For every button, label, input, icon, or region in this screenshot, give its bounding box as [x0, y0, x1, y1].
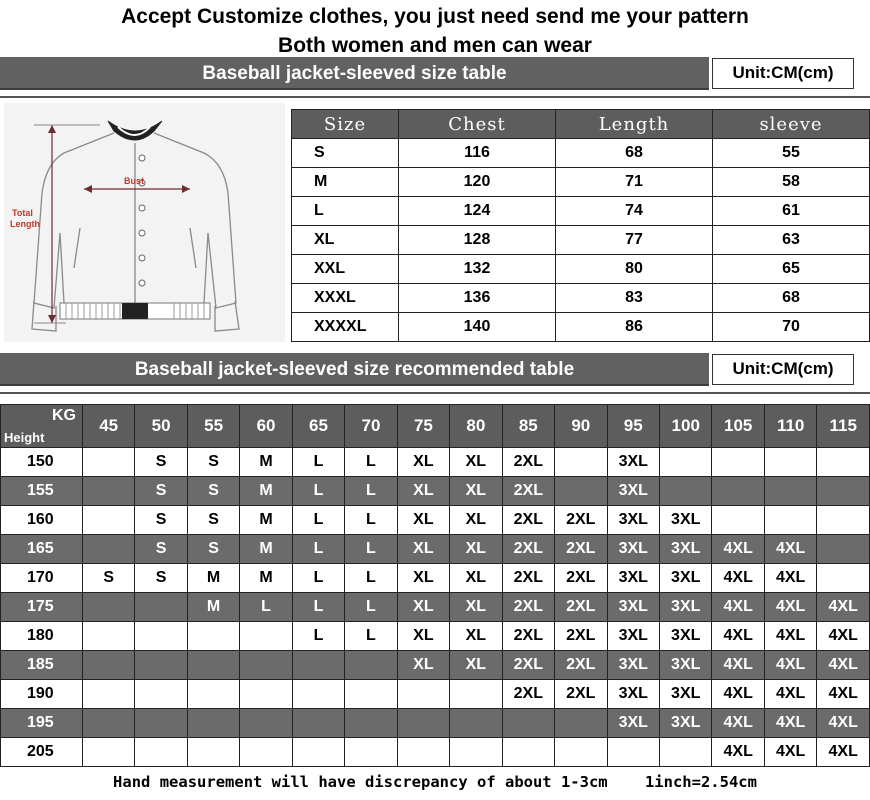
size-recommendation-cell — [817, 564, 870, 593]
size-recommendation-cell — [712, 477, 764, 506]
size-recommendation-cell: 3XL — [607, 535, 659, 564]
size-recommendation-cell — [240, 622, 292, 651]
size-recommendation-cell: 4XL — [764, 535, 816, 564]
measurement-cell: 68 — [713, 284, 870, 313]
size-recommendation-cell — [82, 738, 134, 767]
measurement-cell: 86 — [556, 313, 713, 342]
weight-header: 70 — [345, 405, 397, 448]
size-recommendation-cell: XL — [397, 622, 449, 651]
size-recommendation-cell — [82, 680, 134, 709]
size-recommendation-cell: 2XL — [555, 651, 607, 680]
headline-customize: Accept Customize clothes, you just need send me your pattern — [121, 5, 749, 28]
size-cell: XL — [292, 226, 399, 255]
size-recommendation-cell: 4XL — [817, 593, 870, 622]
weight-header: 90 — [555, 405, 607, 448]
discrepancy-note: Hand measurement will have discrepancy of about 1-3cm — [113, 773, 608, 791]
jacket-diagram — [4, 103, 285, 342]
size-recommendation-cell: 4XL — [712, 680, 764, 709]
height-cell: 190 — [1, 680, 83, 709]
size-recommendation-cell: 2XL — [502, 564, 554, 593]
size-cell: XXXL — [292, 284, 399, 313]
bust-label: Bust — [124, 176, 144, 186]
size-recommendation-cell: S — [187, 535, 239, 564]
size-recommendation-cell: 2XL — [502, 622, 554, 651]
total-length-label-2: Length — [10, 219, 40, 229]
size-recommendation-cell: 3XL — [607, 709, 659, 738]
weight-header: 80 — [450, 405, 502, 448]
size-table-row — [292, 284, 870, 313]
size-recommendation-cell: 4XL — [817, 709, 870, 738]
size-recommendation-cell — [187, 651, 239, 680]
size-recommendation-cell: 3XL — [659, 709, 711, 738]
size-table-row — [292, 313, 870, 342]
size-recommendation-cell: 4XL — [712, 651, 764, 680]
size-recommendation-cell: L — [292, 506, 344, 535]
size-recommendation-cell — [345, 709, 397, 738]
size-recommendation-cell — [502, 738, 554, 767]
size-recommendation-cell — [659, 477, 711, 506]
size-recommendation-cell: XL — [450, 448, 502, 477]
size-recommendation-cell: 2XL — [555, 506, 607, 535]
size-col-header: Length — [556, 110, 713, 139]
size-recommendation-cell: 2XL — [502, 593, 554, 622]
size-recommendation-cell: 4XL — [712, 564, 764, 593]
size-recommendation-cell — [82, 477, 134, 506]
size-recommendation-cell — [712, 506, 764, 535]
size-recommendation-cell: S — [135, 535, 187, 564]
size-recommendation-cell: M — [187, 564, 239, 593]
header-corner — [1, 405, 83, 448]
size-col-header: Size — [292, 110, 399, 139]
size-recommendation-cell: M — [240, 448, 292, 477]
size-table-title-bar — [0, 57, 709, 90]
size-recommendation-cell: S — [135, 506, 187, 535]
recommend-table-row — [1, 622, 870, 651]
size-recommendation-cell: L — [345, 564, 397, 593]
size-recommendation-cell: XL — [450, 506, 502, 535]
size-recommendation-cell — [817, 477, 870, 506]
size-recommendation-cell: XL — [450, 535, 502, 564]
height-cell: 205 — [1, 738, 83, 767]
recommend-table-row — [1, 680, 870, 709]
size-recommendation-cell — [187, 709, 239, 738]
size-recommendation-cell — [240, 680, 292, 709]
measurement-cell: 65 — [713, 255, 870, 284]
height-label: Height — [4, 430, 45, 445]
size-recommendation-cell: 3XL — [607, 593, 659, 622]
size-recommendation-cell: L — [240, 593, 292, 622]
weight-header: 85 — [502, 405, 554, 448]
size-recommendation-cell — [292, 709, 344, 738]
recommend-table-row — [1, 506, 870, 535]
size-recommendation-cell — [292, 651, 344, 680]
size-recommendation-cell — [187, 622, 239, 651]
recommend-table-title: Baseball jacket-sleeved size recommended table — [134, 359, 575, 380]
size-recommendation-cell: 3XL — [607, 564, 659, 593]
size-recommendation-cell — [607, 738, 659, 767]
size-recommendation-cell: 4XL — [764, 564, 816, 593]
recommend-unit-label: Unit:CM(cm) — [712, 354, 854, 385]
size-recommendation-cell: L — [345, 535, 397, 564]
height-cell: 165 — [1, 535, 83, 564]
size-recommendation-cell: M — [240, 477, 292, 506]
size-recommendation-cell: XL — [397, 651, 449, 680]
size-cell: M — [292, 168, 399, 197]
size-recommendation-cell — [764, 448, 816, 477]
size-recommendation-cell: 3XL — [659, 535, 711, 564]
size-table — [291, 109, 870, 342]
size-recommendation-cell — [817, 535, 870, 564]
size-table-row — [292, 226, 870, 255]
size-recommendation-cell: 3XL — [659, 651, 711, 680]
weight-header: 65 — [292, 405, 344, 448]
size-recommendation-cell: M — [240, 506, 292, 535]
inch-conversion: 1inch=2.54cm — [644, 773, 757, 791]
weight-header: 75 — [397, 405, 449, 448]
size-recommendation-cell — [82, 709, 134, 738]
height-cell: 160 — [1, 506, 83, 535]
size-recommendation-cell: 2XL — [502, 651, 554, 680]
size-recommendation-cell: 3XL — [607, 622, 659, 651]
measurement-cell: 140 — [399, 313, 556, 342]
size-recommendation-cell: L — [292, 448, 344, 477]
divider — [0, 392, 870, 394]
size-recommendation-cell: L — [345, 506, 397, 535]
size-recommendation-cell — [135, 709, 187, 738]
size-recommendation-cell — [555, 709, 607, 738]
size-recommendation-cell: XL — [397, 506, 449, 535]
measurement-cell: 116 — [399, 139, 556, 168]
height-cell: 175 — [1, 593, 83, 622]
size-recommendation-cell — [397, 709, 449, 738]
size-recommendation-cell — [450, 709, 502, 738]
measurement-cell: 124 — [399, 197, 556, 226]
size-recommendation-cell — [82, 448, 134, 477]
size-recommendation-cell: 4XL — [764, 709, 816, 738]
size-col-header: sleeve — [713, 110, 870, 139]
size-recommendation-cell: L — [292, 593, 344, 622]
size-recommendation-cell — [764, 477, 816, 506]
recommend-table-row — [1, 535, 870, 564]
size-recommendation-cell: S — [82, 564, 134, 593]
size-table-row — [292, 168, 870, 197]
size-recommendation-cell: 4XL — [764, 738, 816, 767]
size-col-header: Chest — [399, 110, 556, 139]
height-cell: 150 — [1, 448, 83, 477]
size-cell: L — [292, 197, 399, 226]
size-recommendation-cell: 4XL — [712, 593, 764, 622]
size-cell: S — [292, 139, 399, 168]
size-table-body — [292, 139, 870, 342]
size-recommendation-cell: 3XL — [607, 477, 659, 506]
measurement-cell: 61 — [713, 197, 870, 226]
recommend-table-header — [1, 405, 870, 448]
recommend-table-row — [1, 564, 870, 593]
size-recommendation-cell — [82, 506, 134, 535]
size-recommendation-cell — [555, 738, 607, 767]
size-recommendation-cell: 4XL — [712, 535, 764, 564]
measurement-cell: 83 — [556, 284, 713, 313]
weight-header: 50 — [135, 405, 187, 448]
size-recommendation-cell — [555, 448, 607, 477]
weight-header: 105 — [712, 405, 764, 448]
weight-header: 95 — [607, 405, 659, 448]
measurement-cell: 74 — [556, 197, 713, 226]
size-recommendation-cell — [82, 651, 134, 680]
size-recommendation-cell: 2XL — [555, 535, 607, 564]
size-recommendation-cell: 4XL — [764, 680, 816, 709]
size-recommendation-cell — [712, 448, 764, 477]
size-recommendation-cell — [187, 680, 239, 709]
divider — [0, 96, 870, 98]
size-recommendation-cell: M — [240, 535, 292, 564]
headline-unisex: Both women and men can wear — [278, 34, 592, 57]
size-recommendation-cell: XL — [397, 535, 449, 564]
size-table-title: Baseball jacket-sleeved size table — [202, 63, 507, 84]
size-recommendation-cell: XL — [450, 622, 502, 651]
size-recommendation-cell — [187, 738, 239, 767]
weight-header: 45 — [82, 405, 134, 448]
recommend-table-row — [1, 651, 870, 680]
size-recommendation-cell: 2XL — [502, 680, 554, 709]
size-recommendation-cell: 3XL — [659, 593, 711, 622]
height-cell: 170 — [1, 564, 83, 593]
size-recommendation-cell: 4XL — [712, 622, 764, 651]
recommend-table-row — [1, 738, 870, 767]
size-table-header — [292, 110, 870, 139]
size-recommendation-cell: 3XL — [607, 448, 659, 477]
recommend-table-row — [1, 448, 870, 477]
size-recommendation-cell — [292, 738, 344, 767]
size-recommendation-cell: XL — [450, 564, 502, 593]
size-recommendation-cell: XL — [450, 593, 502, 622]
size-recommendation-cell — [345, 651, 397, 680]
jacket-illustration — [4, 103, 285, 342]
size-recommendation-cell: 4XL — [764, 651, 816, 680]
measurement-cell: 136 — [399, 284, 556, 313]
size-recommendation-cell — [345, 738, 397, 767]
size-unit-label: Unit:CM(cm) — [712, 58, 854, 89]
size-recommendation-cell — [450, 680, 502, 709]
size-recommendation-cell: 4XL — [817, 651, 870, 680]
weight-header: 60 — [240, 405, 292, 448]
size-recommendation-cell — [659, 738, 711, 767]
measurement-cell: 77 — [556, 226, 713, 255]
size-recommendation-cell: XL — [397, 448, 449, 477]
size-recommendation-cell — [135, 593, 187, 622]
size-table-row — [292, 139, 870, 168]
size-table-row — [292, 255, 870, 284]
size-recommendation-cell — [397, 680, 449, 709]
size-recommendation-cell: 3XL — [659, 564, 711, 593]
size-recommendation-cell: 4XL — [712, 738, 764, 767]
measurement-cell: 71 — [556, 168, 713, 197]
size-recommendation-cell: 3XL — [607, 506, 659, 535]
size-recommendation-cell — [397, 738, 449, 767]
size-recommendation-cell — [502, 709, 554, 738]
size-recommendation-cell — [817, 506, 870, 535]
size-recommendation-cell: S — [187, 477, 239, 506]
size-recommendation-cell: S — [135, 564, 187, 593]
size-recommendation-cell — [450, 738, 502, 767]
size-recommendation-cell: S — [135, 448, 187, 477]
weight-header: 110 — [764, 405, 816, 448]
size-cell: XXL — [292, 255, 399, 284]
measurement-cell: 80 — [556, 255, 713, 284]
size-recommendation-cell: 2XL — [555, 622, 607, 651]
size-table-row — [292, 197, 870, 226]
size-recommendation-cell — [764, 506, 816, 535]
size-recommendation-cell: 3XL — [659, 680, 711, 709]
size-recommendation-cell: M — [187, 593, 239, 622]
size-recommendation-cell — [135, 680, 187, 709]
recommend-table-title-bar — [0, 353, 709, 386]
measurement-cell: 63 — [713, 226, 870, 255]
height-cell: 155 — [1, 477, 83, 506]
measurement-cell: 55 — [713, 139, 870, 168]
size-recommendation-cell — [555, 477, 607, 506]
size-recommendation-cell — [240, 709, 292, 738]
size-recommendation-cell: 2XL — [555, 680, 607, 709]
size-recommendation-cell: 3XL — [659, 622, 711, 651]
size-recommendation-cell: 3XL — [607, 680, 659, 709]
recommend-table-row — [1, 593, 870, 622]
size-recommendation-cell: 4XL — [764, 593, 816, 622]
size-recommendation-cell: L — [345, 622, 397, 651]
size-recommendation-cell: 4XL — [817, 680, 870, 709]
size-recommendation-cell: 2XL — [502, 448, 554, 477]
size-recommendation-cell: 4XL — [764, 622, 816, 651]
size-cell: XXXXL — [292, 313, 399, 342]
measurement-cell: 128 — [399, 226, 556, 255]
size-recommendation-cell: XL — [397, 564, 449, 593]
size-recommendation-cell: 3XL — [659, 506, 711, 535]
size-recommendation-cell: L — [292, 535, 344, 564]
size-recommendation-cell: S — [187, 448, 239, 477]
size-recommendation-cell — [135, 738, 187, 767]
recommend-table-row — [1, 709, 870, 738]
size-recommendation-cell — [240, 738, 292, 767]
measurement-cell: 132 — [399, 255, 556, 284]
total-length-label-1: Total — [12, 208, 33, 218]
measurement-cell: 120 — [399, 168, 556, 197]
height-cell: 185 — [1, 651, 83, 680]
size-recommendation-cell — [82, 622, 134, 651]
size-recommendation-cell — [817, 448, 870, 477]
footer-note — [0, 771, 870, 793]
measurement-cell: 68 — [556, 139, 713, 168]
size-recommendation-cell: L — [292, 564, 344, 593]
weight-header: 100 — [659, 405, 711, 448]
size-recommendation-cell: 3XL — [607, 651, 659, 680]
size-recommendation-cell: L — [345, 448, 397, 477]
size-recommendation-cell: L — [345, 593, 397, 622]
size-recommendation-cell — [659, 448, 711, 477]
size-recommendation-cell: 2XL — [502, 506, 554, 535]
size-recommendation-cell: 2XL — [555, 593, 607, 622]
recommend-table-body — [1, 448, 870, 767]
size-recommendation-cell: 2XL — [502, 477, 554, 506]
size-recommendation-cell: 4XL — [817, 622, 870, 651]
size-recommendation-cell: XL — [397, 593, 449, 622]
size-recommendation-cell: M — [240, 564, 292, 593]
size-recommendation-cell — [82, 535, 134, 564]
recommend-table-row — [1, 477, 870, 506]
measurement-cell: 58 — [713, 168, 870, 197]
weight-header: 115 — [817, 405, 870, 448]
size-recommendation-cell: L — [292, 477, 344, 506]
recommend-table — [0, 404, 870, 767]
weight-header: 55 — [187, 405, 239, 448]
size-recommendation-cell: XL — [397, 477, 449, 506]
size-recommendation-cell: 2XL — [502, 535, 554, 564]
height-cell: 195 — [1, 709, 83, 738]
size-recommendation-cell: S — [187, 506, 239, 535]
size-recommendation-cell: 2XL — [555, 564, 607, 593]
size-recommendation-cell — [292, 680, 344, 709]
size-recommendation-cell: L — [345, 477, 397, 506]
size-recommendation-cell — [82, 593, 134, 622]
size-recommendation-cell: XL — [450, 651, 502, 680]
size-recommendation-cell — [240, 651, 292, 680]
size-recommendation-cell: S — [135, 477, 187, 506]
size-recommendation-cell — [135, 651, 187, 680]
size-recommendation-cell: 4XL — [817, 738, 870, 767]
size-recommendation-cell — [135, 622, 187, 651]
size-recommendation-cell: 4XL — [712, 709, 764, 738]
size-recommendation-cell: XL — [450, 477, 502, 506]
kg-label: KG — [51, 407, 76, 424]
height-cell: 180 — [1, 622, 83, 651]
measurement-cell: 70 — [713, 313, 870, 342]
size-recommendation-cell: L — [292, 622, 344, 651]
size-recommendation-cell — [345, 680, 397, 709]
